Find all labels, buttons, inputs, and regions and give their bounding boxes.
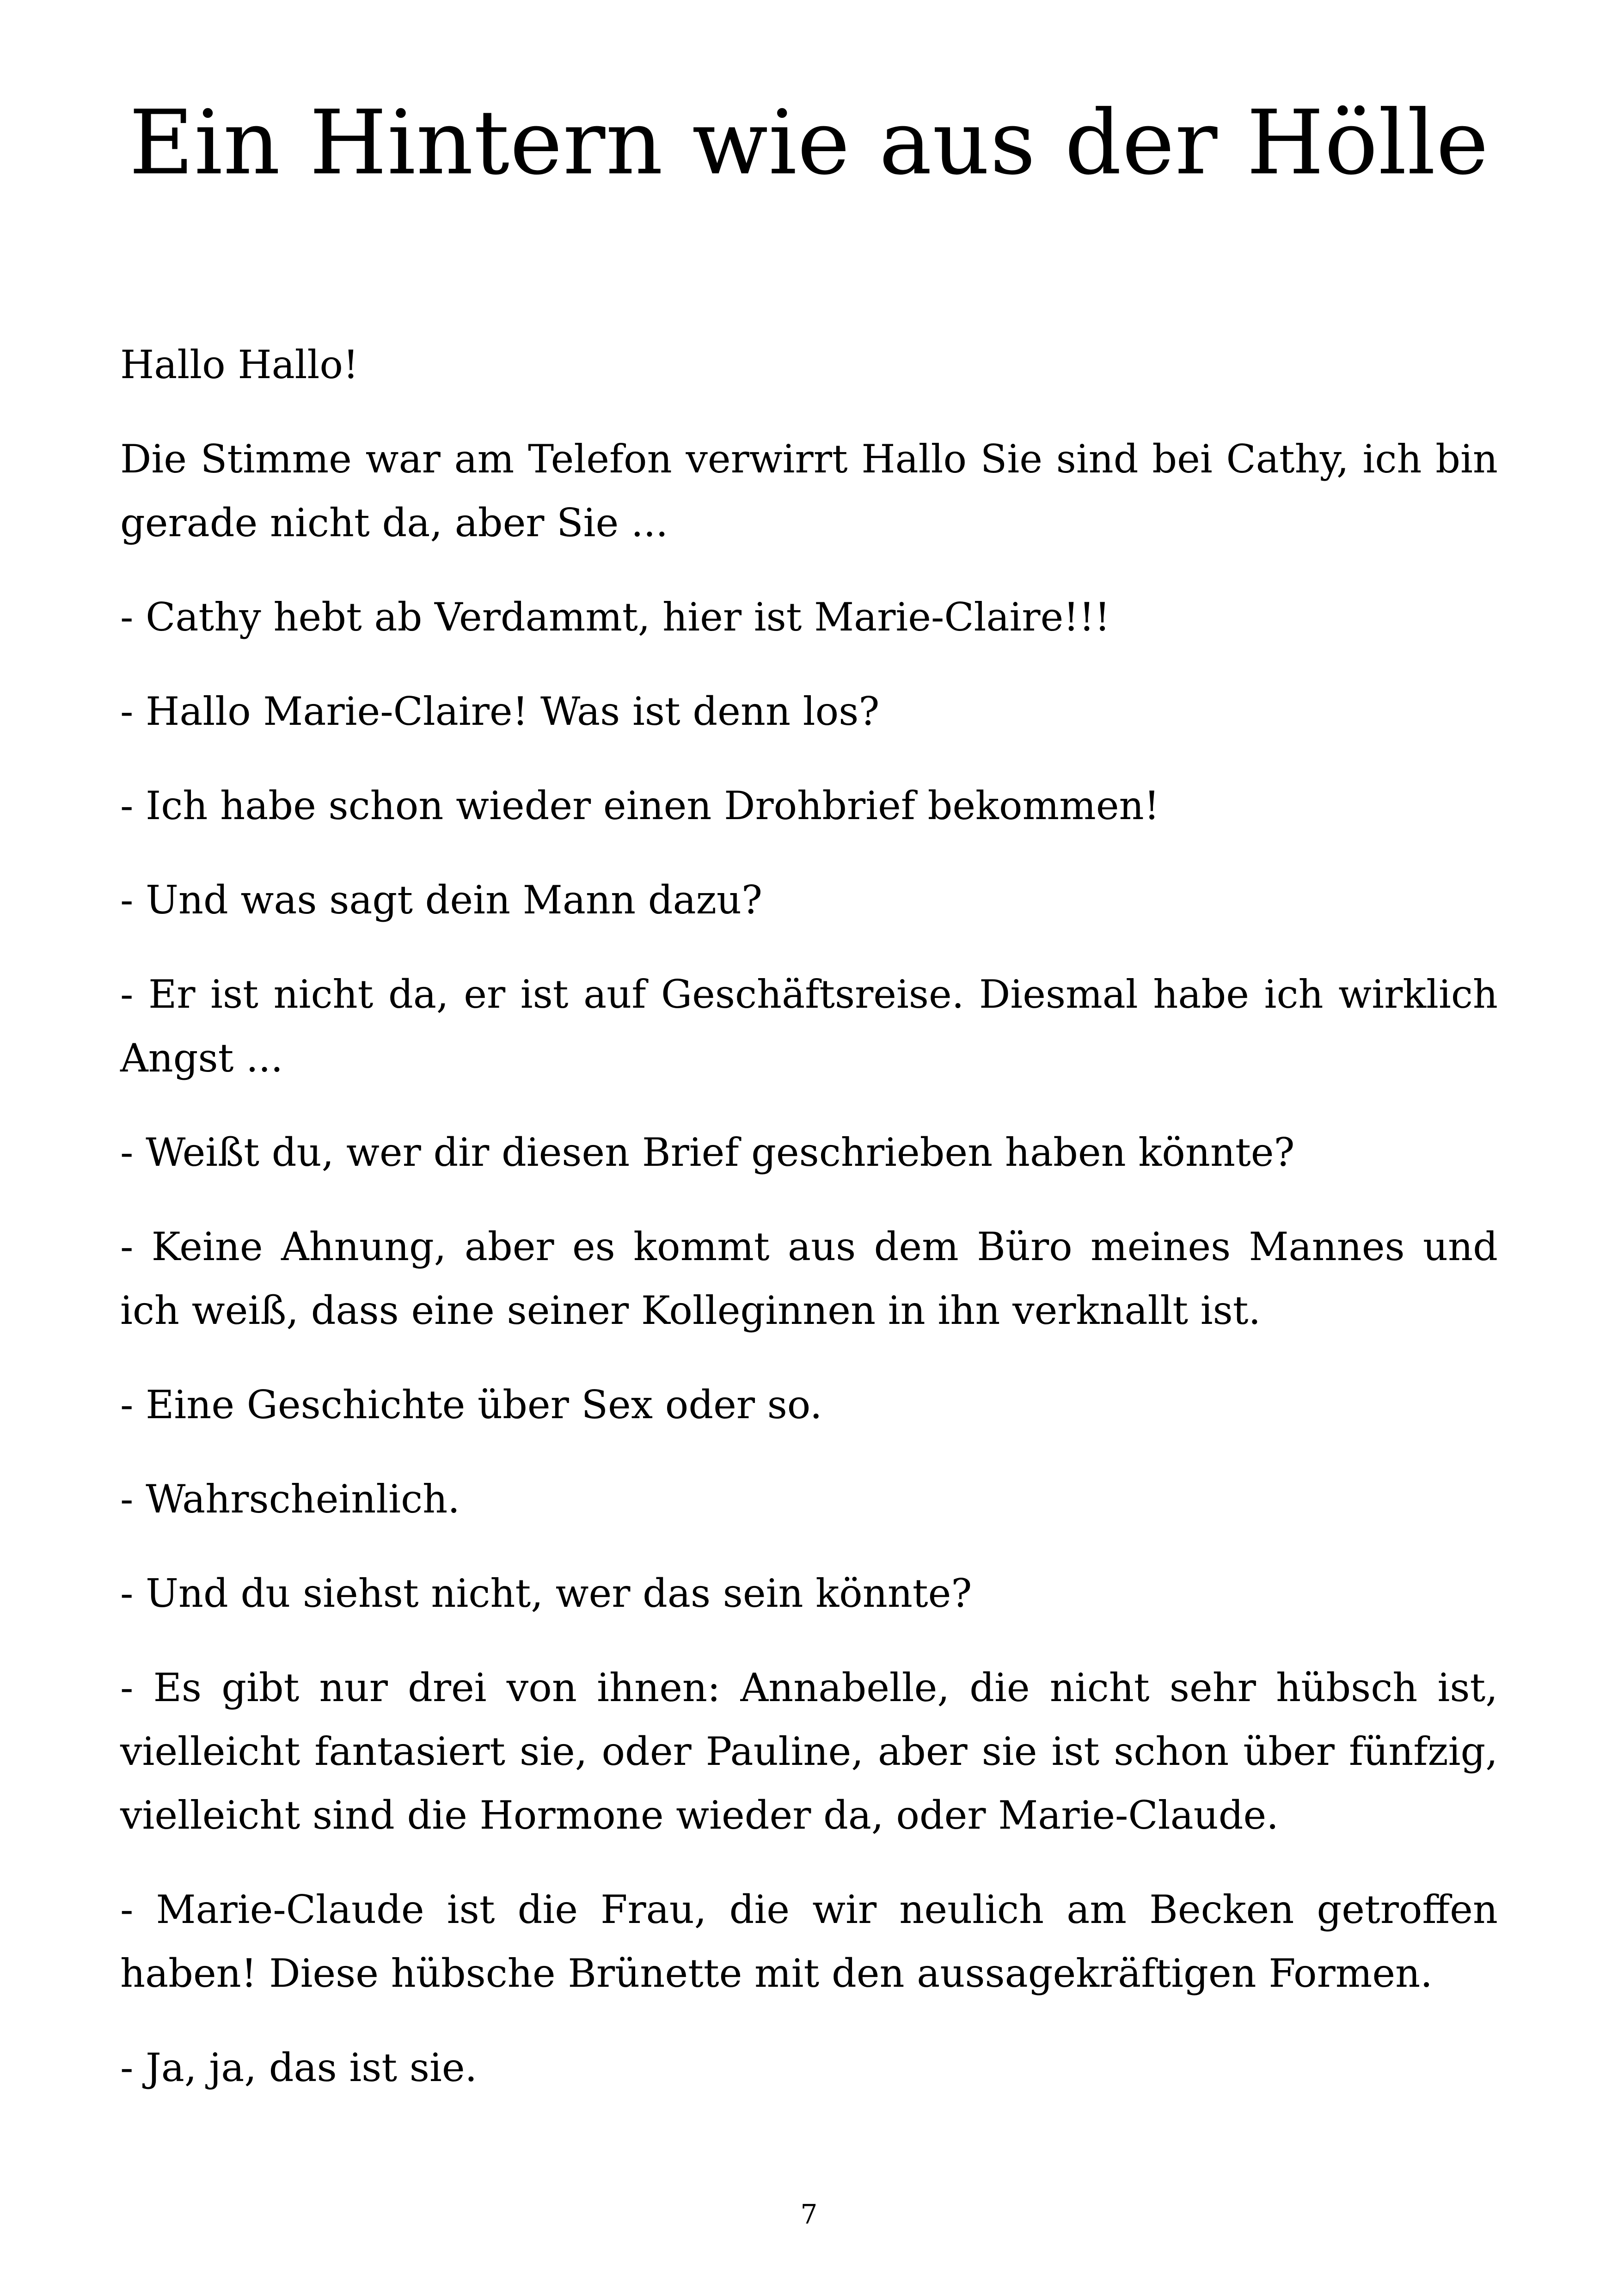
paragraph: - Marie-Claude ist die Frau, die wir neulich am Becken getroffen haben! Diese hübsche Brünette mit den aussagekräftigen Formen. [120, 1887, 1498, 1996]
paragraph: Hallo Hallo! [120, 342, 359, 387]
paragraph: - Hallo Marie-Claire! Was ist denn los? [120, 689, 880, 734]
paragraph: - Cathy hebt ab Verdammt, hier ist Marie-Claire!!! [120, 594, 1110, 640]
paragraph: Die Stimme war am Telefon verwirrt Hallo Sie sind bei Cathy, ich bin gerade nicht da, aber Sie ... [120, 436, 1498, 545]
paragraph: - Und was sagt dein Mann dazu? [120, 877, 763, 923]
paragraph: - Und du siehst nicht, wer das sein könnte? [120, 1571, 972, 1616]
page-title: Ein Hintern wie aus der Hölle [129, 92, 1489, 195]
paragraph: - Ja, ja, das ist sie. [120, 2045, 478, 2090]
body-text [120, 333, 1498, 2130]
paragraph: - Er ist nicht da, er ist auf Geschäftsreise. Diesmal habe ich wirklich Angst ... [120, 972, 1498, 1081]
page-number: 7 [800, 2198, 818, 2230]
paragraph: - Es gibt nur drei von ihnen: Annabelle, die nicht sehr hübsch ist, vielleicht fantasiert sie, oder Pauline, aber sie ist schon über fünfzig, vielleicht sind die Hormone wieder da, oder Marie-Claude. [120, 1665, 1498, 1838]
paragraph: - Eine Geschichte über Sex oder so. [120, 1382, 822, 1427]
paragraph: - Weißt du, wer dir diesen Brief geschrieben haben könnte? [120, 1130, 1295, 1175]
paragraph: - Wahrscheinlich. [120, 1476, 460, 1522]
paragraph: - Ich habe schon wieder einen Drohbrief bekommen! [120, 783, 1160, 828]
paragraph: - Keine Ahnung, aber es kommt aus dem Büro meines Mannes und ich weiß, dass eine seiner Kolleginnen in ihn verknallt ist. [120, 1224, 1498, 1333]
